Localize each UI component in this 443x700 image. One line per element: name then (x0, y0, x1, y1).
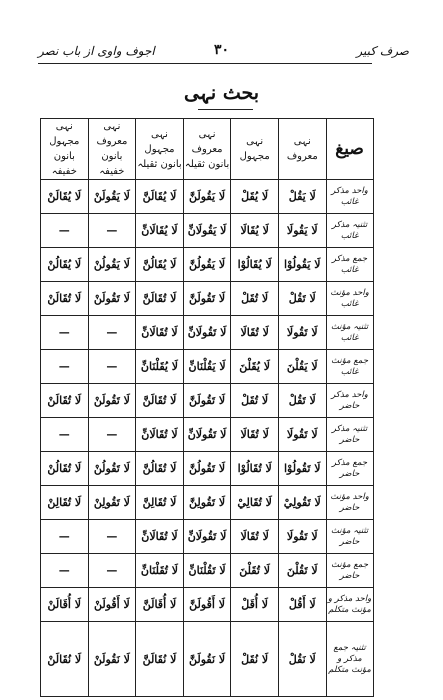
table-cell: لَا يُقَلْنَ (231, 350, 279, 384)
table-cell: لَا تَقُولُنَّ (183, 452, 231, 486)
table-cell: لَا تَقُلْ (278, 384, 326, 418)
table-cell: — (88, 520, 136, 554)
row-label: واحد مؤنث غائب (326, 282, 373, 316)
table-row (41, 418, 374, 452)
table-cell: لَا تَقُولُنْ (88, 452, 136, 486)
row-label: واحد مؤنث حاضر (326, 486, 373, 520)
table-cell: — (41, 520, 89, 554)
table-cell: لَا تُقَالَنَّ (136, 282, 184, 316)
table-cell: لَا تَقُولَنْ (88, 282, 136, 316)
table-cell: لَا تُقَلْنَانِّ (136, 554, 184, 588)
table-cell: — (41, 214, 89, 248)
table-cell: — (88, 554, 136, 588)
table-row (41, 248, 374, 282)
table-cell: لَا نَقُولَنَّ (183, 622, 231, 697)
table-cell: لَا يَقُلْنَ (278, 350, 326, 384)
table-cell: لَا يَقُلْ (278, 180, 326, 214)
table-cell: لَا تَقُولَنَّ (183, 384, 231, 418)
table-cell: لَا تُقَالَنْ (41, 282, 89, 316)
table-cell: لَا يَقُولُنَّ (183, 248, 231, 282)
table-cell: لَا يُقَالَنْ (41, 180, 89, 214)
title-underline (198, 109, 253, 110)
table-cell: لَا أَقُولَنَّ (183, 588, 231, 622)
row-label: تثنیہ جمع مذکر و مؤنث متکلم (326, 622, 373, 697)
table-row (41, 486, 374, 520)
column-header: نہی مجہول بانون ثقیلہ (136, 119, 184, 180)
running-header-chapter: اجوف واوی از باب نصر (38, 44, 155, 58)
header-rule (38, 63, 372, 64)
table-cell: لَا تُقَالِيْ (231, 486, 279, 520)
column-header: نہی مجہول بانون خفیفہ (41, 119, 89, 180)
table-cell: لَا يُقَالَنَّ (136, 180, 184, 214)
row-label: واحد مذکر حاضر (326, 384, 373, 418)
table-cell: لَا تَقُولِيْ (278, 486, 326, 520)
table-cell: لَا يَقُولَا (278, 214, 326, 248)
table-cell: — (88, 418, 136, 452)
table-cell: لَا يُقَلْنَانِّ (136, 350, 184, 384)
table-row (41, 520, 374, 554)
table-cell: لَا أَقُلْ (278, 588, 326, 622)
row-label: جمع مذکر غائب (326, 248, 373, 282)
row-label: تثنیہ مذکر غائب (326, 214, 373, 248)
table-row (41, 554, 374, 588)
row-label: جمع مؤنث حاضر (326, 554, 373, 588)
table-cell: لَا تَقُولَانِّ (183, 316, 231, 350)
table-cell: لَا يَقُولُوْا (278, 248, 326, 282)
table-cell: لَا تُقَالَا (231, 418, 279, 452)
table-row (41, 350, 374, 384)
row-label: تثنیہ مؤنث حاضر (326, 520, 373, 554)
page-number: ۳۰ (213, 42, 230, 58)
table-cell: لَا تُقَالَا (231, 316, 279, 350)
table-cell: لَا يُقَالَا (231, 214, 279, 248)
table-cell: لَا أُقَالَنْ (41, 588, 89, 622)
row-label: تثنیہ مؤنث غائب (326, 316, 373, 350)
table-row (41, 622, 374, 697)
table-cell: لَا يُقَالُوْا (231, 248, 279, 282)
table-cell: لَا تَقُلْنَانِّ (183, 554, 231, 588)
row-label: واحد مذکر و مؤنث متکلم (326, 588, 373, 622)
table-cell: لَا تُقَالُوْا (231, 452, 279, 486)
row-label: تثنیہ مذکر حاضر (326, 418, 373, 452)
table-cell: لَا يُقَلْ (231, 180, 279, 214)
table-cell: — (41, 316, 89, 350)
table-cell: لَا تَقُولَنْ (88, 384, 136, 418)
row-label: واحد مذکر غائب (326, 180, 373, 214)
table-cell: لَا يَقُلْنَانِّ (183, 350, 231, 384)
table-cell: لَا تُقَالَنْ (41, 384, 89, 418)
running-header-book-title: صرف کبیر (356, 44, 409, 58)
table-cell: لَا يُقَالَانِّ (136, 214, 184, 248)
table-row (41, 282, 374, 316)
table-cell: — (41, 350, 89, 384)
column-header: صیغ (326, 119, 373, 180)
table-cell: لَا نُقَالَنْ (41, 622, 89, 697)
table-cell: لَا تُقَلْ (231, 384, 279, 418)
table-cell: لَا نَقُولَنْ (88, 622, 136, 697)
table-row (41, 214, 374, 248)
column-header: نہی معروف بانون ثقیلہ (183, 119, 231, 180)
section-title: بحث نہی (183, 82, 260, 104)
table-cell: لَا تُقَلْنَ (231, 554, 279, 588)
table-cell: لَا نُقَالَنَّ (136, 622, 184, 697)
table-cell: لَا أُقَلْ (231, 588, 279, 622)
table-cell: لَا نَقُلْ (278, 622, 326, 697)
table-cell: لَا يَقُولُنْ (88, 248, 136, 282)
table-cell: لَا يَقُولَنَّ (183, 180, 231, 214)
table-cell: — (88, 350, 136, 384)
table-cell: — (41, 418, 89, 452)
table-cell: لَا أُقَالَنَّ (136, 588, 184, 622)
table-cell: لَا يَقُولَانِّ (183, 214, 231, 248)
table-cell: لَا تَقُولَا (278, 418, 326, 452)
table-cell: لَا تُقَالِنْ (41, 486, 89, 520)
table-cell: لَا نُقَلْ (231, 622, 279, 697)
table-cell: لَا يُقَالُنْ (41, 248, 89, 282)
table-cell: لَا تَقُلْ (278, 282, 326, 316)
table-cell: لَا تُقَالَانِّ (136, 316, 184, 350)
table-cell: — (88, 316, 136, 350)
table-cell: لَا أَقُولَنْ (88, 588, 136, 622)
table-cell: لَا تُقَالَا (231, 520, 279, 554)
table-cell: لَا تُقَالَانِّ (136, 418, 184, 452)
table-cell: لَا يَقُولَنْ (88, 180, 136, 214)
table-cell: لَا يُقَالُنَّ (136, 248, 184, 282)
table-cell: لَا تُقَالِنَّ (136, 486, 184, 520)
table-cell: لَا تَقُولَا (278, 520, 326, 554)
table-row (41, 452, 374, 486)
table-row (41, 384, 374, 418)
table-cell: لَا تَقُولَانِّ (183, 418, 231, 452)
table-header-row (41, 119, 374, 180)
column-header: نہی معروف (278, 119, 326, 180)
table-cell: لَا تُقَالُنَّ (136, 452, 184, 486)
column-header: نہی معروف بانون خفیفہ (88, 119, 136, 180)
table-cell: لَا تَقُولَا (278, 316, 326, 350)
table-cell: لَا تَقُولِنْ (88, 486, 136, 520)
table-row (41, 180, 374, 214)
table-row (41, 588, 374, 622)
table-cell: لَا تُقَالَانِّ (136, 520, 184, 554)
table-cell: — (88, 214, 136, 248)
table-cell: لَا تَقُولَنَّ (183, 282, 231, 316)
table-cell: لَا تَقُولُوْا (278, 452, 326, 486)
table-cell: لَا تُقَالَنَّ (136, 384, 184, 418)
table-row (41, 316, 374, 350)
table-cell: — (41, 554, 89, 588)
table-cell: لَا تُقَالُنْ (41, 452, 89, 486)
row-label: جمع مؤنث غائب (326, 350, 373, 384)
conjugation-table (40, 118, 374, 697)
table-cell: لَا تَقُولِنَّ (183, 486, 231, 520)
row-label: جمع مذکر حاضر (326, 452, 373, 486)
table-cell: لَا تَقُولَانِّ (183, 520, 231, 554)
column-header: نہی مجہول (231, 119, 279, 180)
table-cell: لَا تُقَلْ (231, 282, 279, 316)
table-cell: لَا تَقُلْنَ (278, 554, 326, 588)
